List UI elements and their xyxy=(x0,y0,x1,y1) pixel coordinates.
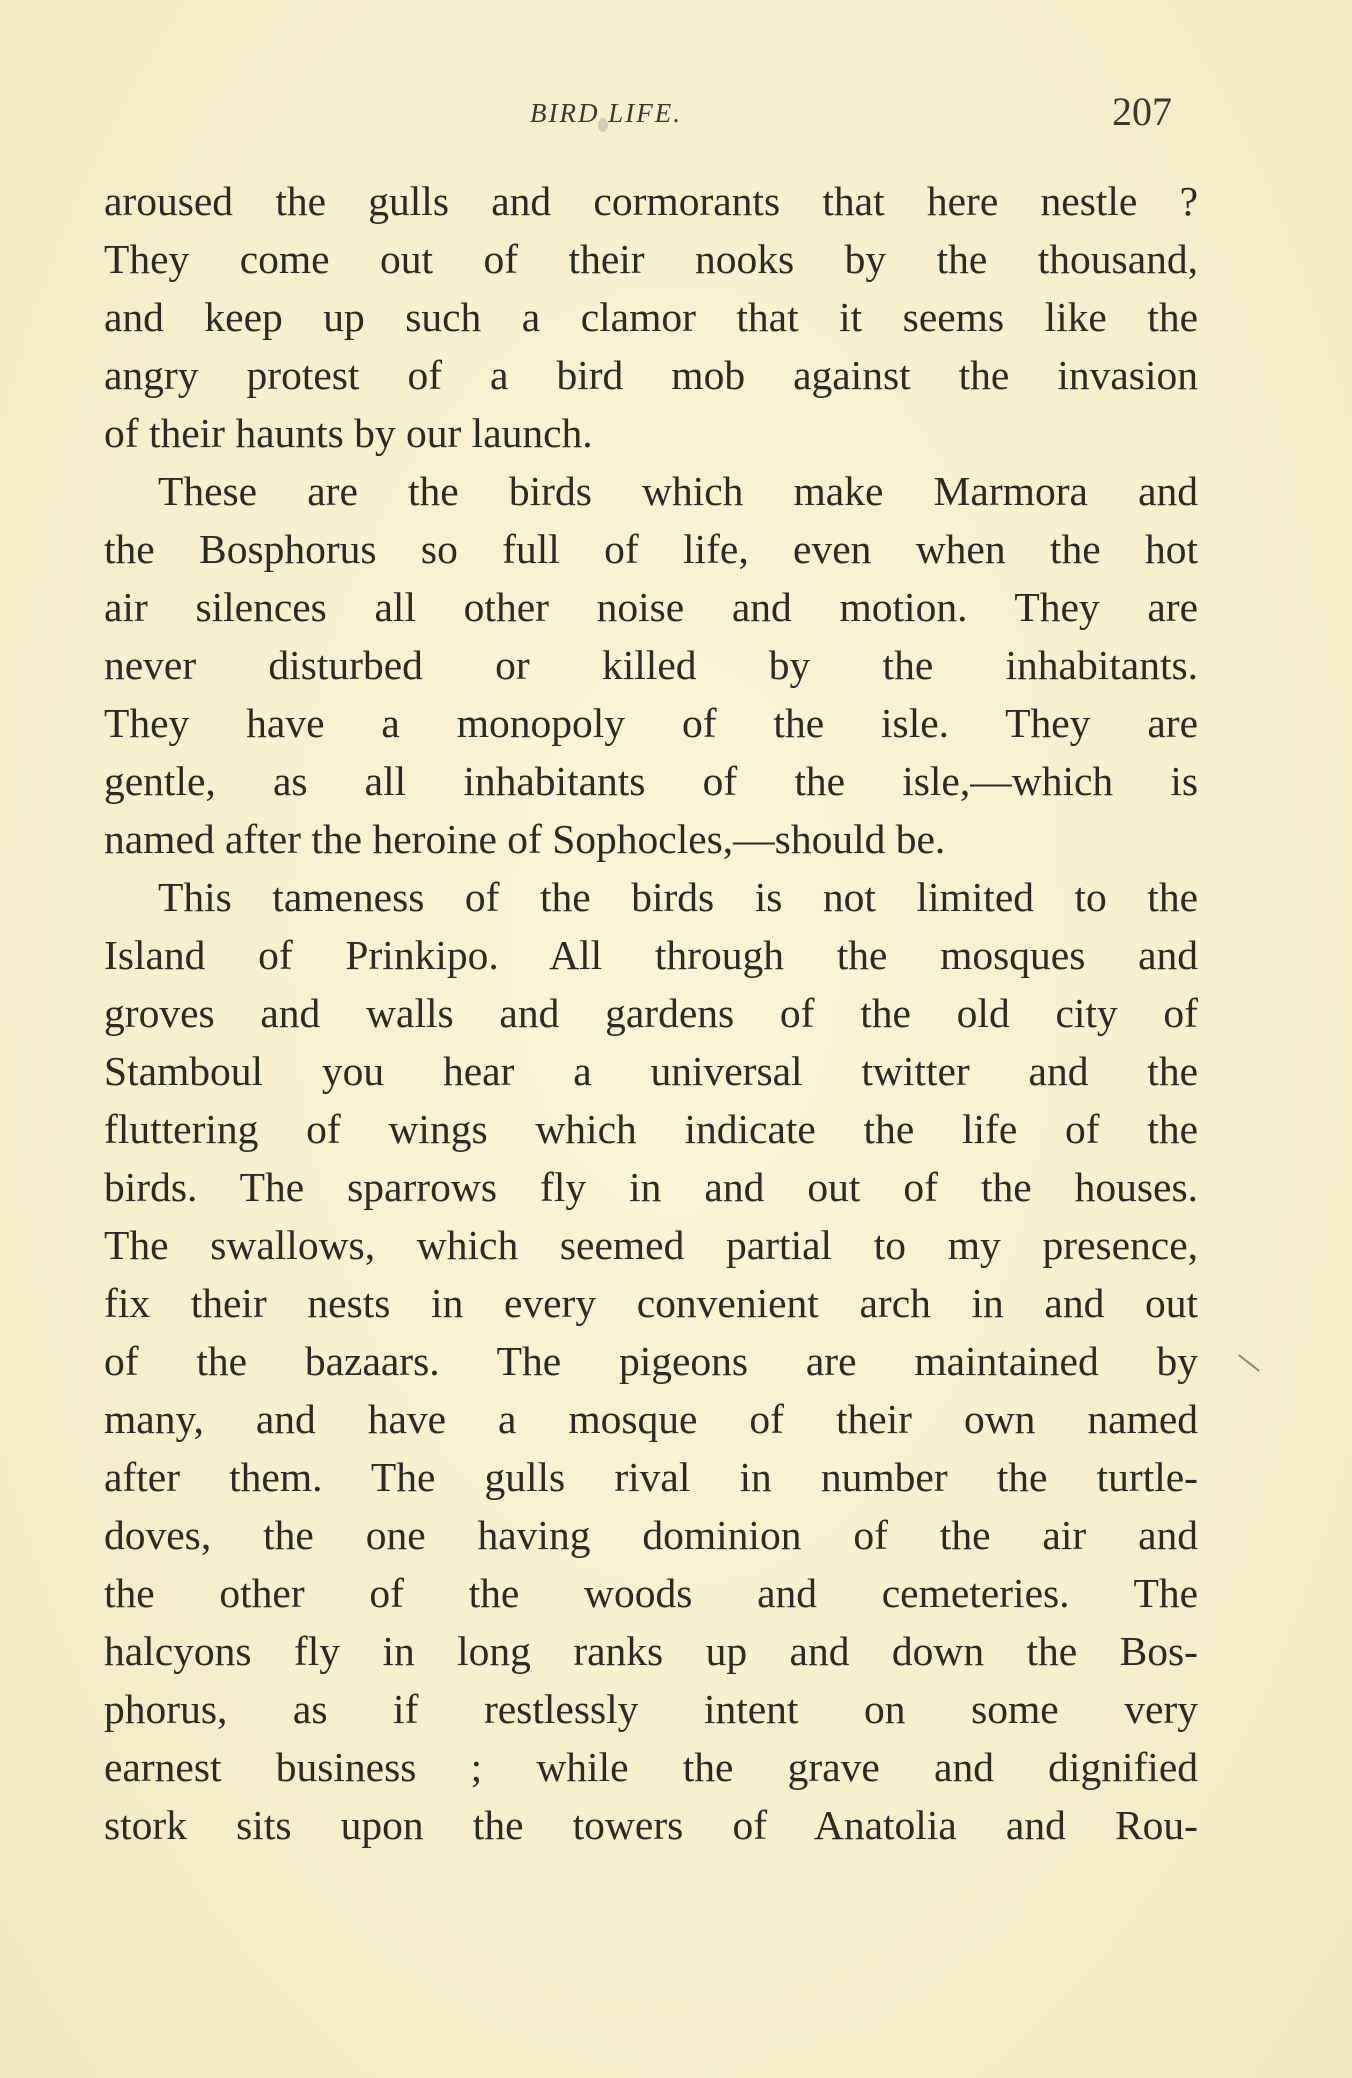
text-line: birds. The sparrows fly in and out of the houses. xyxy=(104,1164,1198,1210)
margin-pencil-mark xyxy=(1238,1354,1260,1372)
text-line: halcyons fly in long ranks up and down the Bos- xyxy=(104,1628,1198,1674)
running-title: BIRD LIFE. xyxy=(530,98,682,128)
text-line: groves and walls and gardens of the old city of xyxy=(104,990,1198,1036)
text-line: gentle, as all inhabitants of the isle,—which is xyxy=(104,758,1198,804)
text-line: aroused the gulls and cormorants that here nestle ? xyxy=(104,178,1198,224)
text-line: the Bosphorus so full of life, even when the hot xyxy=(104,526,1198,572)
text-line: and keep up such a clamor that it seems like the xyxy=(104,294,1198,340)
text-line: stork sits upon the towers of Anatolia and Rou- xyxy=(104,1802,1198,1848)
text-line: angry protest of a bird mob against the invasion xyxy=(104,352,1198,398)
text-line: never disturbed or killed by the inhabitants. xyxy=(104,642,1198,688)
text-line: This tameness of the birds is not limited to the xyxy=(158,874,1198,920)
text-line: The swallows, which seemed partial to my presence, xyxy=(104,1222,1198,1268)
text-line: They have a monopoly of the isle. They are xyxy=(104,700,1198,746)
body-text xyxy=(104,172,1198,1854)
page-number: 207 xyxy=(1112,89,1172,134)
running-head xyxy=(0,88,1352,138)
text-line: of their haunts by our launch. xyxy=(104,410,593,456)
text-line: doves, the one having dominion of the air and xyxy=(104,1512,1198,1558)
text-line: Island of Prinkipo. All through the mosques and xyxy=(104,932,1198,978)
text-line: many, and have a mosque of their own named xyxy=(104,1396,1198,1442)
text-line: fluttering of wings which indicate the life of the xyxy=(104,1106,1198,1152)
text-line: They come out of their nooks by the thousand, xyxy=(104,236,1198,282)
text-line: These are the birds which make Marmora and xyxy=(158,468,1198,514)
text-line: the other of the woods and cemeteries. The xyxy=(104,1570,1198,1616)
text-line: Stamboul you hear a universal twitter and the xyxy=(104,1048,1198,1094)
text-line: phorus, as if restlessly intent on some very xyxy=(104,1686,1198,1732)
text-line: fix their nests in every convenient arch in and out xyxy=(104,1280,1198,1326)
text-line: named after the heroine of Sophocles,—should be. xyxy=(104,816,946,862)
text-line: after them. The gulls rival in number the turtle- xyxy=(104,1454,1198,1500)
text-line: of the bazaars. The pigeons are maintained by xyxy=(104,1338,1198,1384)
text-line: air silences all other noise and motion. They are xyxy=(104,584,1198,630)
text-line: earnest business ; while the grave and dignified xyxy=(104,1744,1198,1790)
